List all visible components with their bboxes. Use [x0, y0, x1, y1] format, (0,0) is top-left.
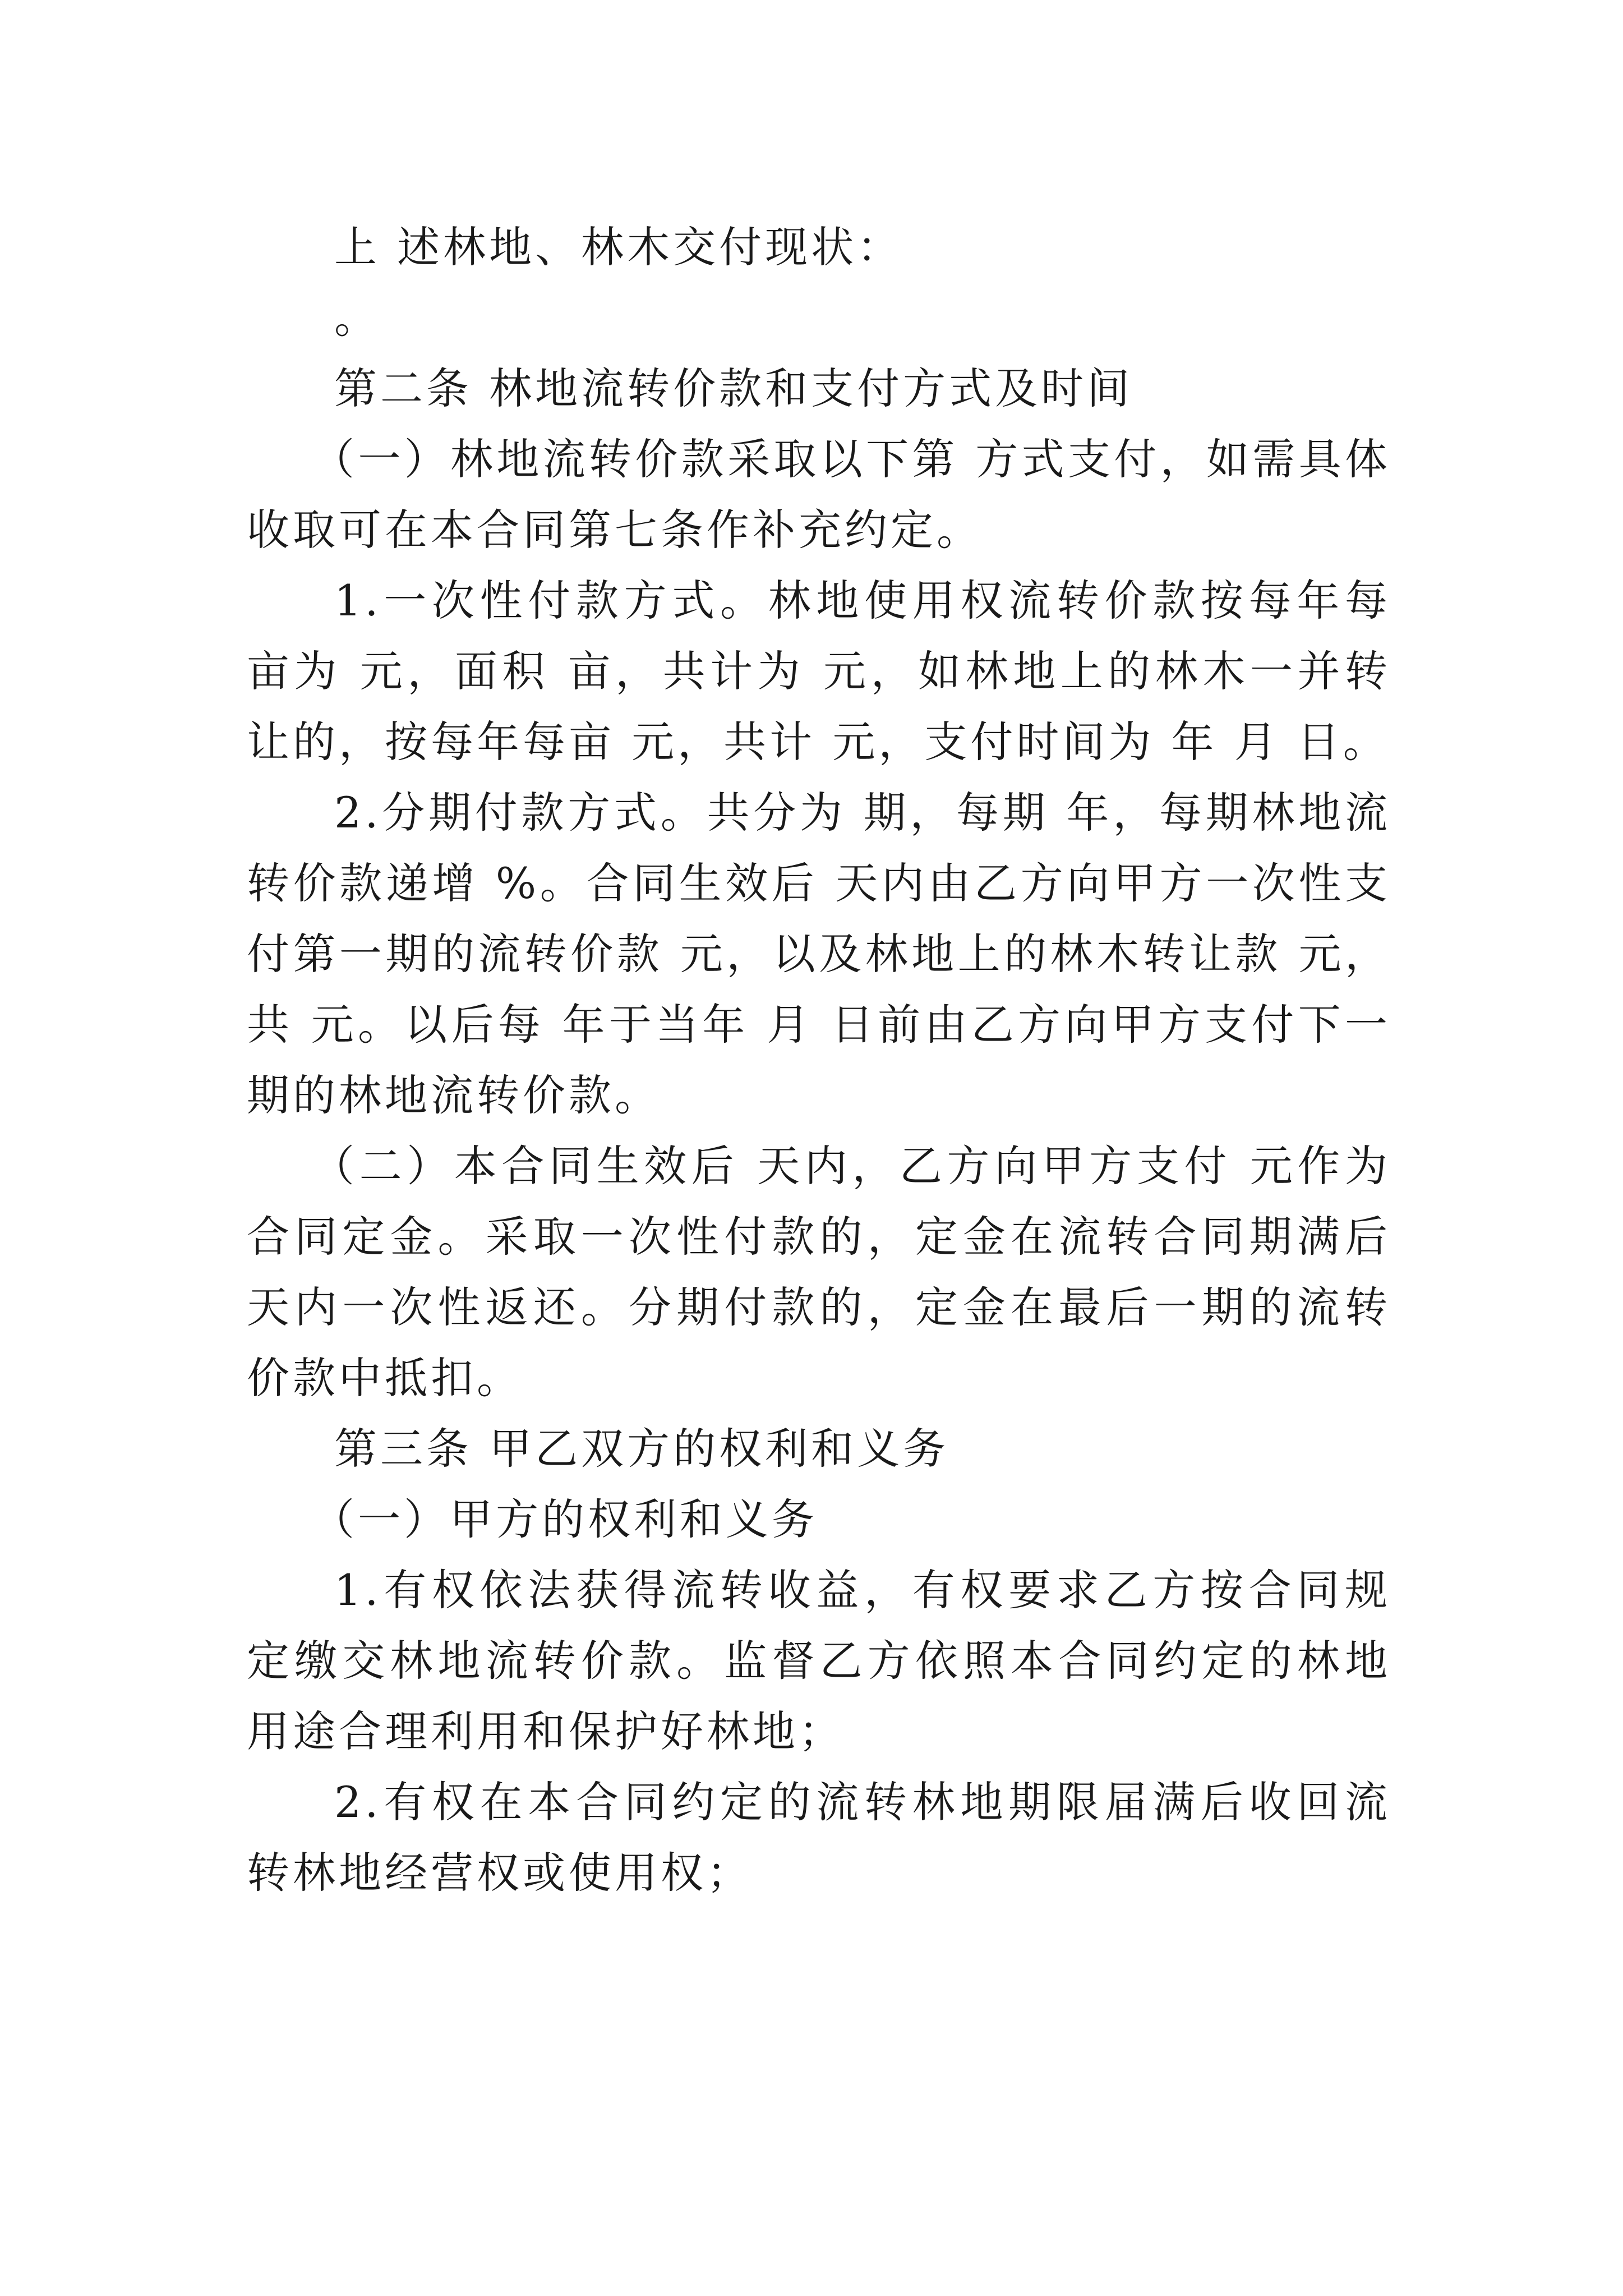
- paragraph-2-1-2: 2.分期付款方式。共分为 期，每期 年，每期林地流转价款递增 %。合同生效后 天内由乙方向甲方一次性支付第一期的流转价款 元，以及林地上的林木转让款 元，共 元。以后每 年于当年 月 日前由乙方向甲方支付下一期的林地流转价款。: [247, 788, 1391, 1120]
- paragraph-period: 。: [334, 293, 380, 343]
- paragraph-2-2: （二）本合同生效后 天内，乙方向甲方支付 元作为合同定金。采取一次性付款的，定金在流转合同期满后 天内一次性返还。分期付款的，定金在最后一期的流转价款中抵扣。: [247, 1141, 1391, 1403]
- paragraph-2-1: （一）林地流转价款采取以下第 方式支付，如需具体收取可在本合同第七条作补充约定。: [247, 434, 1391, 555]
- paragraph-3-1-1: 1.有权依法获得流转收益，有权要求乙方按合同规定缴交林地流转价款。监督乙方依照本合同约定的林地用途合理利用和保护好林地；: [247, 1565, 1391, 1756]
- paragraph-delivery-status: 上 述林地、林木交付现状：: [334, 222, 903, 272]
- heading-article-3: 第三条 甲乙双方的权利和义务: [334, 1424, 949, 1474]
- document-body: [247, 212, 1391, 1908]
- heading-article-2: 第二条 林地流转价款和支付方式及时间: [334, 364, 1133, 413]
- paragraph-3-1-2: 2.有权在本合同约定的流转林地期限届满后收回流转林地经营权或使用权；: [247, 1777, 1391, 1898]
- paragraph-2-1-1: 1.一次性付款方式。林地使用权流转价款按每年每亩为 元，面积 亩，共计为 元，如林地上的林木一并转让的，按每年每亩 元，共计 元，支付时间为 年 月 日。: [247, 576, 1391, 767]
- heading-3-1: （一）甲方的权利和义务: [312, 1494, 818, 1544]
